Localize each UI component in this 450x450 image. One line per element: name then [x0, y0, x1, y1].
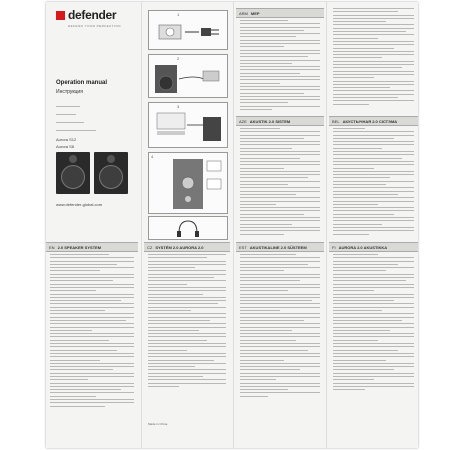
fold-line: [326, 2, 327, 448]
section-header-aze: AZE AKUSTIK 2.0 SISTEM: [236, 116, 324, 126]
fold-line: [141, 2, 142, 448]
model-name: Aurora S8: [56, 144, 75, 149]
section-header-cz: CZ SYSTÉM 2.0 AURORA 2.0: [144, 242, 230, 252]
cover-column: [46, 2, 138, 448]
model-list: [56, 104, 126, 150]
est-text: [240, 254, 320, 399]
section-header-est: EST AKUSTIKALINE 2.0 SÜSTEEM: [236, 242, 324, 252]
cz-text: [148, 254, 226, 389]
ru-text-continued: [333, 8, 414, 107]
manual-sheet: [46, 2, 418, 448]
diagram-column: [144, 2, 230, 448]
plug-diagram: [149, 11, 227, 49]
arm-text: [240, 20, 320, 112]
fi-text: [333, 254, 414, 392]
text-column-4: [329, 2, 418, 448]
diagram-controls: 4: [148, 152, 228, 214]
manual-title-ru: Инструкция: [56, 89, 83, 95]
logo-mark-icon: [56, 11, 65, 20]
text-column-3: [236, 2, 324, 448]
bel-text: [333, 128, 414, 237]
diagram-connection-3: 3: [148, 102, 228, 148]
speaker-left: [56, 152, 90, 194]
section-header-fi: FI AURORA 2.0 AKUSTIKKA: [329, 242, 418, 252]
diagram-connection-1: 1: [148, 10, 228, 50]
aze-text: [240, 128, 320, 237]
speaker-right: [94, 152, 128, 194]
diagram-connection-2: 2: [148, 54, 228, 98]
logo-text: defender: [68, 8, 117, 22]
tagline: DEFEND YOUR PERFECTION: [68, 24, 121, 28]
manual-title-en: Operation manual: [56, 80, 108, 86]
speaker-illustration: [56, 152, 128, 194]
en-text: [50, 254, 134, 409]
section-header-en: EN 2.0 SPEAKER SYSTEM: [46, 242, 138, 252]
model-name: Aurora S12: [56, 137, 77, 142]
made-in-label: Made in China: [148, 422, 168, 426]
brand-logo: [56, 8, 116, 22]
section-header-arm: ARM MEP: [236, 8, 324, 18]
diagram-headphones: [148, 216, 228, 240]
website-url: www.defender-global.com: [56, 202, 103, 207]
section-header-bel: BEL АКУСТЫЧНАЯ 2.0 СІСТЭМА: [329, 116, 418, 126]
fold-line: [233, 2, 234, 448]
